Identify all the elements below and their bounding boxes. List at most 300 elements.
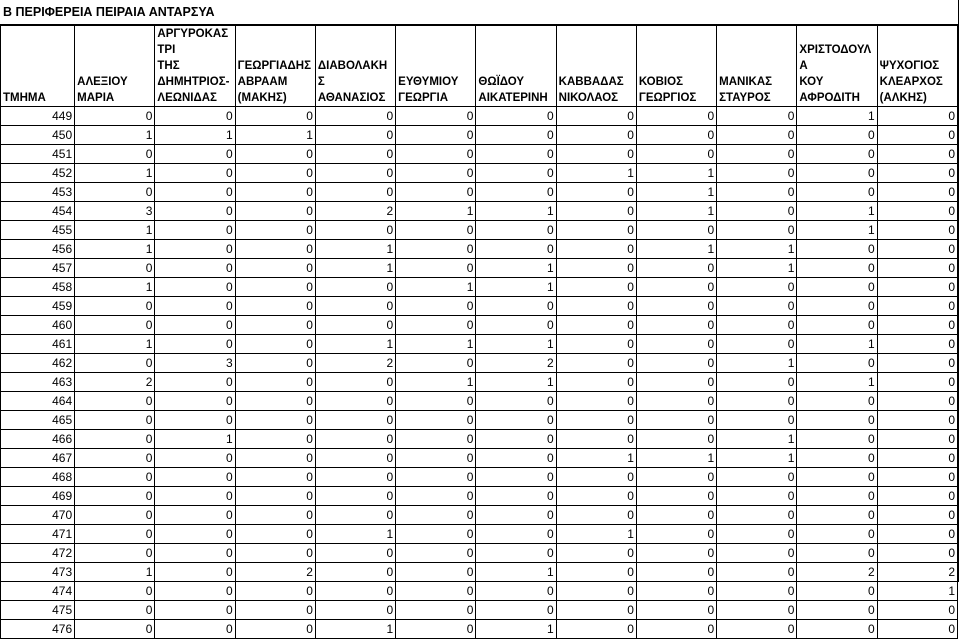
column-header-candidate[interactable] [797, 26, 877, 107]
vote-count-cell[interactable]: 1 [396, 278, 476, 297]
vote-count-cell[interactable]: 0 [797, 126, 877, 145]
vote-count-cell[interactable]: 0 [717, 145, 797, 164]
vote-count-cell[interactable]: 0 [235, 278, 315, 297]
vote-count-cell[interactable]: 0 [476, 145, 556, 164]
vote-count-cell[interactable]: 0 [797, 601, 877, 620]
vote-count-cell[interactable]: 0 [636, 468, 716, 487]
vote-count-cell[interactable]: 0 [877, 392, 957, 411]
vote-count-cell[interactable]: 0 [636, 126, 716, 145]
vote-count-cell[interactable]: 0 [877, 487, 957, 506]
vote-count-cell[interactable]: 0 [717, 335, 797, 354]
vote-count-cell[interactable]: 0 [877, 335, 957, 354]
vote-count-cell[interactable]: 0 [797, 449, 877, 468]
section-number-cell[interactable]: 450 [1, 126, 75, 145]
vote-count-cell[interactable]: 0 [155, 145, 235, 164]
vote-count-cell[interactable]: 2 [235, 563, 315, 582]
vote-count-cell[interactable]: 1 [797, 107, 877, 126]
vote-count-cell[interactable]: 0 [235, 544, 315, 563]
vote-count-cell[interactable]: 0 [797, 506, 877, 525]
section-number-cell[interactable]: 465 [1, 411, 75, 430]
vote-count-cell[interactable]: 0 [797, 278, 877, 297]
vote-count-cell[interactable]: 0 [396, 240, 476, 259]
vote-count-cell[interactable]: 0 [797, 544, 877, 563]
section-number-cell[interactable]: 464 [1, 392, 75, 411]
section-number-cell[interactable]: 470 [1, 506, 75, 525]
vote-count-cell[interactable]: 0 [315, 468, 395, 487]
vote-count-cell[interactable]: 0 [636, 335, 716, 354]
vote-count-cell[interactable]: 0 [396, 221, 476, 240]
section-number-cell[interactable]: 469 [1, 487, 75, 506]
section-number-cell[interactable]: 467 [1, 449, 75, 468]
vote-count-cell[interactable]: 1 [717, 354, 797, 373]
vote-count-cell[interactable]: 0 [476, 164, 556, 183]
vote-count-cell[interactable]: 0 [396, 506, 476, 525]
vote-count-cell[interactable]: 0 [396, 145, 476, 164]
vote-count-cell[interactable]: 1 [315, 620, 395, 639]
vote-count-cell[interactable]: 0 [155, 544, 235, 563]
column-header-candidate[interactable] [235, 26, 315, 107]
vote-count-cell[interactable]: 0 [556, 430, 636, 449]
vote-count-cell[interactable]: 1 [315, 335, 395, 354]
vote-count-cell[interactable]: 0 [235, 373, 315, 392]
vote-count-cell[interactable]: 0 [75, 183, 155, 202]
vote-count-cell[interactable]: 0 [476, 126, 556, 145]
vote-count-cell[interactable]: 0 [556, 620, 636, 639]
vote-count-cell[interactable]: 0 [396, 449, 476, 468]
vote-count-cell[interactable]: 1 [877, 582, 957, 601]
vote-count-cell[interactable]: 0 [556, 373, 636, 392]
section-number-cell[interactable]: 475 [1, 601, 75, 620]
vote-count-cell[interactable]: 0 [155, 506, 235, 525]
vote-count-cell[interactable]: 0 [476, 468, 556, 487]
vote-count-cell[interactable]: 0 [877, 468, 957, 487]
vote-count-cell[interactable]: 0 [556, 297, 636, 316]
vote-count-cell[interactable]: 0 [155, 468, 235, 487]
vote-count-cell[interactable]: 0 [396, 544, 476, 563]
vote-count-cell[interactable]: 0 [476, 392, 556, 411]
vote-count-cell[interactable]: 1 [396, 202, 476, 221]
vote-count-cell[interactable]: 0 [155, 487, 235, 506]
vote-count-cell[interactable]: 1 [315, 259, 395, 278]
vote-count-cell[interactable]: 0 [396, 525, 476, 544]
vote-count-cell[interactable]: 0 [396, 563, 476, 582]
vote-count-cell[interactable]: 0 [75, 430, 155, 449]
vote-count-cell[interactable]: 0 [717, 582, 797, 601]
vote-count-cell[interactable]: 0 [476, 506, 556, 525]
vote-count-cell[interactable]: 0 [476, 582, 556, 601]
vote-count-cell[interactable]: 0 [636, 525, 716, 544]
vote-count-cell[interactable]: 1 [155, 430, 235, 449]
vote-count-cell[interactable]: 0 [717, 164, 797, 183]
section-number-cell[interactable]: 474 [1, 582, 75, 601]
vote-count-cell[interactable]: 0 [235, 411, 315, 430]
vote-count-cell[interactable]: 0 [75, 582, 155, 601]
vote-count-cell[interactable]: 0 [556, 259, 636, 278]
vote-count-cell[interactable]: 1 [476, 620, 556, 639]
column-header-candidate[interactable] [75, 26, 155, 107]
vote-count-cell[interactable]: 0 [155, 107, 235, 126]
column-header-candidate[interactable] [315, 26, 395, 107]
vote-count-cell[interactable]: 0 [717, 601, 797, 620]
section-number-cell[interactable]: 473 [1, 563, 75, 582]
section-number-cell[interactable]: 451 [1, 145, 75, 164]
vote-count-cell[interactable]: 0 [717, 183, 797, 202]
vote-count-cell[interactable]: 0 [877, 240, 957, 259]
vote-count-cell[interactable]: 0 [877, 126, 957, 145]
sheet-title[interactable]: Β ΠΕΡΙΦΕΡΕΙΑ ΠΕΙΡΑΙΑ ΑΝΤΑΡΣΥΑ [0, 0, 958, 25]
vote-count-cell[interactable]: 1 [75, 335, 155, 354]
vote-count-cell[interactable]: 0 [877, 278, 957, 297]
vote-count-cell[interactable]: 0 [75, 316, 155, 335]
vote-count-cell[interactable]: 0 [75, 544, 155, 563]
section-number-cell[interactable]: 461 [1, 335, 75, 354]
column-header-candidate[interactable] [476, 26, 556, 107]
section-number-cell[interactable]: 453 [1, 183, 75, 202]
vote-count-cell[interactable]: 0 [155, 582, 235, 601]
vote-count-cell[interactable]: 0 [75, 259, 155, 278]
vote-count-cell[interactable]: 0 [235, 525, 315, 544]
vote-count-cell[interactable]: 1 [476, 278, 556, 297]
vote-count-cell[interactable]: 0 [315, 544, 395, 563]
vote-count-cell[interactable]: 0 [717, 506, 797, 525]
vote-count-cell[interactable]: 0 [717, 126, 797, 145]
vote-count-cell[interactable]: 0 [717, 373, 797, 392]
vote-count-cell[interactable]: 0 [155, 411, 235, 430]
vote-count-cell[interactable]: 0 [315, 164, 395, 183]
vote-count-cell[interactable]: 0 [717, 563, 797, 582]
vote-count-cell[interactable]: 0 [636, 430, 716, 449]
vote-count-cell[interactable]: 0 [315, 411, 395, 430]
vote-count-cell[interactable]: 1 [75, 278, 155, 297]
vote-count-cell[interactable]: 0 [556, 354, 636, 373]
vote-count-cell[interactable]: 0 [797, 411, 877, 430]
vote-count-cell[interactable]: 0 [396, 487, 476, 506]
vote-count-cell[interactable]: 0 [315, 506, 395, 525]
vote-count-cell[interactable]: 3 [75, 202, 155, 221]
vote-count-cell[interactable]: 1 [315, 240, 395, 259]
section-number-cell[interactable]: 466 [1, 430, 75, 449]
vote-count-cell[interactable]: 0 [235, 449, 315, 468]
vote-count-cell[interactable]: 0 [556, 145, 636, 164]
vote-count-cell[interactable]: 0 [717, 297, 797, 316]
vote-count-cell[interactable]: 0 [877, 107, 957, 126]
section-number-cell[interactable]: 454 [1, 202, 75, 221]
vote-count-cell[interactable]: 1 [636, 449, 716, 468]
vote-count-cell[interactable]: 1 [476, 373, 556, 392]
vote-count-cell[interactable]: 0 [476, 449, 556, 468]
section-number-cell[interactable]: 452 [1, 164, 75, 183]
vote-count-cell[interactable]: 0 [636, 411, 716, 430]
vote-count-cell[interactable]: 0 [877, 601, 957, 620]
section-number-cell[interactable]: 456 [1, 240, 75, 259]
vote-count-cell[interactable]: 1 [717, 259, 797, 278]
vote-count-cell[interactable]: 0 [877, 373, 957, 392]
vote-count-cell[interactable]: 0 [877, 145, 957, 164]
vote-count-cell[interactable]: 1 [636, 240, 716, 259]
vote-count-cell[interactable]: 0 [396, 601, 476, 620]
vote-count-cell[interactable]: 0 [155, 240, 235, 259]
vote-count-cell[interactable]: 1 [396, 335, 476, 354]
vote-count-cell[interactable]: 0 [636, 582, 716, 601]
vote-count-cell[interactable]: 0 [797, 316, 877, 335]
vote-count-cell[interactable]: 0 [717, 221, 797, 240]
vote-count-cell[interactable]: 0 [155, 164, 235, 183]
vote-count-cell[interactable]: 0 [75, 487, 155, 506]
vote-count-cell[interactable]: 0 [556, 563, 636, 582]
vote-count-cell[interactable]: 0 [877, 544, 957, 563]
section-number-cell[interactable]: 457 [1, 259, 75, 278]
section-number-cell[interactable]: 458 [1, 278, 75, 297]
vote-count-cell[interactable]: 0 [556, 487, 636, 506]
vote-count-cell[interactable]: 0 [556, 221, 636, 240]
vote-count-cell[interactable]: 0 [235, 601, 315, 620]
vote-count-cell[interactable]: 0 [315, 145, 395, 164]
vote-count-cell[interactable]: 1 [797, 221, 877, 240]
vote-count-cell[interactable]: 0 [75, 145, 155, 164]
vote-count-cell[interactable]: 0 [797, 354, 877, 373]
vote-count-cell[interactable]: 1 [556, 164, 636, 183]
vote-count-cell[interactable]: 0 [396, 354, 476, 373]
vote-count-cell[interactable]: 0 [877, 620, 957, 639]
vote-count-cell[interactable]: 0 [235, 202, 315, 221]
vote-count-cell[interactable]: 3 [155, 354, 235, 373]
vote-count-cell[interactable]: 0 [155, 259, 235, 278]
vote-count-cell[interactable]: 1 [717, 449, 797, 468]
vote-count-cell[interactable]: 2 [315, 202, 395, 221]
vote-count-cell[interactable]: 1 [797, 202, 877, 221]
vote-count-cell[interactable]: 1 [75, 164, 155, 183]
vote-count-cell[interactable]: 0 [75, 354, 155, 373]
vote-count-cell[interactable]: 0 [396, 411, 476, 430]
vote-count-cell[interactable]: 0 [636, 354, 716, 373]
vote-count-cell[interactable]: 0 [636, 221, 716, 240]
vote-count-cell[interactable]: 0 [636, 373, 716, 392]
vote-count-cell[interactable]: 0 [75, 525, 155, 544]
section-number-cell[interactable]: 455 [1, 221, 75, 240]
vote-count-cell[interactable]: 0 [315, 487, 395, 506]
vote-count-cell[interactable]: 0 [476, 544, 556, 563]
vote-count-cell[interactable]: 0 [636, 107, 716, 126]
vote-count-cell[interactable]: 0 [235, 506, 315, 525]
vote-count-cell[interactable]: 2 [315, 354, 395, 373]
vote-count-cell[interactable]: 0 [396, 468, 476, 487]
column-header-candidate[interactable] [556, 26, 636, 107]
vote-count-cell[interactable]: 1 [717, 240, 797, 259]
section-number-cell[interactable]: 468 [1, 468, 75, 487]
vote-count-cell[interactable]: 0 [877, 202, 957, 221]
vote-count-cell[interactable]: 0 [155, 449, 235, 468]
vote-count-cell[interactable]: 0 [476, 240, 556, 259]
vote-count-cell[interactable]: 0 [556, 278, 636, 297]
vote-count-cell[interactable]: 0 [717, 487, 797, 506]
vote-count-cell[interactable]: 0 [877, 506, 957, 525]
vote-count-cell[interactable]: 0 [636, 563, 716, 582]
vote-count-cell[interactable]: 0 [75, 506, 155, 525]
section-number-cell[interactable]: 463 [1, 373, 75, 392]
vote-count-cell[interactable]: 0 [155, 373, 235, 392]
vote-count-cell[interactable]: 0 [556, 582, 636, 601]
vote-count-cell[interactable]: 0 [556, 468, 636, 487]
vote-count-cell[interactable]: 0 [636, 620, 716, 639]
vote-count-cell[interactable]: 0 [235, 620, 315, 639]
vote-count-cell[interactable]: 0 [155, 278, 235, 297]
vote-count-cell[interactable]: 0 [556, 544, 636, 563]
vote-count-cell[interactable]: 0 [877, 221, 957, 240]
vote-count-cell[interactable]: 1 [75, 563, 155, 582]
vote-count-cell[interactable]: 0 [717, 468, 797, 487]
vote-count-cell[interactable]: 0 [396, 297, 476, 316]
vote-count-cell[interactable]: 0 [315, 297, 395, 316]
vote-count-cell[interactable]: 0 [476, 411, 556, 430]
vote-count-cell[interactable]: 0 [315, 107, 395, 126]
vote-count-cell[interactable]: 0 [396, 582, 476, 601]
vote-count-cell[interactable]: 0 [396, 164, 476, 183]
vote-count-cell[interactable]: 0 [155, 183, 235, 202]
vote-count-cell[interactable]: 0 [476, 221, 556, 240]
section-number-cell[interactable]: 471 [1, 525, 75, 544]
vote-count-cell[interactable]: 1 [476, 335, 556, 354]
vote-count-cell[interactable]: 0 [396, 316, 476, 335]
vote-count-cell[interactable]: 0 [877, 164, 957, 183]
vote-count-cell[interactable]: 0 [476, 297, 556, 316]
section-number-cell[interactable]: 449 [1, 107, 75, 126]
vote-count-cell[interactable]: 0 [476, 601, 556, 620]
vote-count-cell[interactable]: 0 [75, 468, 155, 487]
vote-count-cell[interactable]: 0 [396, 259, 476, 278]
vote-count-cell[interactable]: 1 [556, 449, 636, 468]
column-header-candidate[interactable] [396, 26, 476, 107]
vote-count-cell[interactable]: 0 [75, 297, 155, 316]
section-number-cell[interactable]: 460 [1, 316, 75, 335]
vote-count-cell[interactable]: 0 [315, 373, 395, 392]
vote-count-cell[interactable]: 0 [797, 259, 877, 278]
vote-count-cell[interactable]: 0 [877, 316, 957, 335]
vote-count-cell[interactable]: 0 [797, 525, 877, 544]
vote-count-cell[interactable]: 0 [476, 430, 556, 449]
vote-count-cell[interactable]: 0 [235, 183, 315, 202]
vote-count-cell[interactable]: 0 [717, 107, 797, 126]
vote-count-cell[interactable]: 0 [556, 107, 636, 126]
column-header-candidate[interactable] [155, 26, 235, 107]
vote-count-cell[interactable]: 0 [636, 259, 716, 278]
vote-count-cell[interactable]: 2 [797, 563, 877, 582]
vote-count-cell[interactable]: 0 [155, 525, 235, 544]
vote-count-cell[interactable]: 0 [315, 582, 395, 601]
column-header-candidate[interactable] [877, 26, 957, 107]
vote-count-cell[interactable]: 0 [315, 601, 395, 620]
vote-count-cell[interactable]: 1 [476, 259, 556, 278]
vote-count-cell[interactable]: 0 [877, 183, 957, 202]
section-number-cell[interactable]: 459 [1, 297, 75, 316]
vote-count-cell[interactable]: 0 [315, 449, 395, 468]
vote-count-cell[interactable]: 0 [75, 107, 155, 126]
vote-count-cell[interactable]: 0 [235, 259, 315, 278]
vote-count-cell[interactable]: 0 [797, 487, 877, 506]
vote-count-cell[interactable]: 0 [75, 449, 155, 468]
vote-count-cell[interactable]: 0 [396, 107, 476, 126]
vote-count-cell[interactable]: 0 [235, 145, 315, 164]
vote-count-cell[interactable]: 0 [877, 411, 957, 430]
vote-count-cell[interactable]: 1 [396, 373, 476, 392]
vote-count-cell[interactable]: 0 [717, 316, 797, 335]
vote-count-cell[interactable]: 1 [797, 335, 877, 354]
vote-count-cell[interactable]: 0 [797, 392, 877, 411]
vote-count-cell[interactable]: 0 [636, 145, 716, 164]
vote-count-cell[interactable]: 0 [476, 107, 556, 126]
vote-count-cell[interactable]: 0 [476, 183, 556, 202]
vote-count-cell[interactable]: 1 [75, 126, 155, 145]
vote-count-cell[interactable]: 0 [155, 601, 235, 620]
vote-count-cell[interactable]: 0 [75, 411, 155, 430]
vote-count-cell[interactable]: 0 [797, 468, 877, 487]
vote-count-cell[interactable]: 0 [636, 506, 716, 525]
vote-count-cell[interactable]: 1 [636, 164, 716, 183]
column-header-section[interactable] [1, 26, 75, 107]
vote-count-cell[interactable]: 0 [315, 278, 395, 297]
vote-count-cell[interactable]: 0 [877, 430, 957, 449]
vote-count-cell[interactable]: 0 [155, 563, 235, 582]
vote-count-cell[interactable]: 0 [556, 392, 636, 411]
vote-count-cell[interactable]: 0 [235, 316, 315, 335]
vote-count-cell[interactable]: 0 [636, 278, 716, 297]
vote-count-cell[interactable]: 1 [155, 126, 235, 145]
vote-count-cell[interactable]: 2 [877, 563, 957, 582]
vote-count-cell[interactable]: 0 [556, 335, 636, 354]
vote-count-cell[interactable]: 0 [235, 392, 315, 411]
vote-count-cell[interactable]: 0 [556, 506, 636, 525]
vote-count-cell[interactable]: 0 [75, 392, 155, 411]
vote-count-cell[interactable]: 1 [235, 126, 315, 145]
vote-count-cell[interactable]: 0 [396, 620, 476, 639]
vote-count-cell[interactable]: 1 [556, 525, 636, 544]
vote-count-cell[interactable]: 0 [476, 525, 556, 544]
vote-count-cell[interactable]: 0 [556, 183, 636, 202]
vote-count-cell[interactable]: 0 [636, 601, 716, 620]
vote-count-cell[interactable]: 0 [797, 297, 877, 316]
section-number-cell[interactable]: 476 [1, 620, 75, 639]
vote-count-cell[interactable]: 0 [476, 316, 556, 335]
vote-count-cell[interactable]: 0 [877, 297, 957, 316]
vote-count-cell[interactable]: 0 [396, 126, 476, 145]
vote-count-cell[interactable]: 0 [717, 278, 797, 297]
vote-count-cell[interactable]: 0 [717, 544, 797, 563]
vote-count-cell[interactable]: 0 [877, 259, 957, 278]
vote-count-cell[interactable]: 0 [75, 601, 155, 620]
vote-count-cell[interactable]: 0 [717, 411, 797, 430]
vote-count-cell[interactable]: 0 [235, 107, 315, 126]
vote-count-cell[interactable]: 0 [235, 240, 315, 259]
vote-count-cell[interactable]: 0 [636, 392, 716, 411]
vote-count-cell[interactable]: 0 [315, 392, 395, 411]
vote-count-cell[interactable]: 0 [717, 525, 797, 544]
vote-count-cell[interactable]: 1 [75, 240, 155, 259]
vote-count-cell[interactable]: 1 [717, 430, 797, 449]
vote-count-cell[interactable]: 0 [556, 202, 636, 221]
vote-count-cell[interactable]: 0 [155, 620, 235, 639]
vote-count-cell[interactable]: 0 [877, 449, 957, 468]
vote-count-cell[interactable]: 0 [235, 335, 315, 354]
vote-count-cell[interactable]: 0 [155, 316, 235, 335]
vote-count-cell[interactable]: 0 [636, 297, 716, 316]
vote-count-cell[interactable]: 0 [636, 316, 716, 335]
vote-count-cell[interactable]: 0 [235, 221, 315, 240]
section-number-cell[interactable]: 472 [1, 544, 75, 563]
vote-count-cell[interactable]: 1 [797, 373, 877, 392]
vote-count-cell[interactable]: 0 [155, 392, 235, 411]
vote-count-cell[interactable]: 0 [556, 240, 636, 259]
column-header-candidate[interactable] [717, 26, 797, 107]
vote-count-cell[interactable]: 0 [315, 183, 395, 202]
